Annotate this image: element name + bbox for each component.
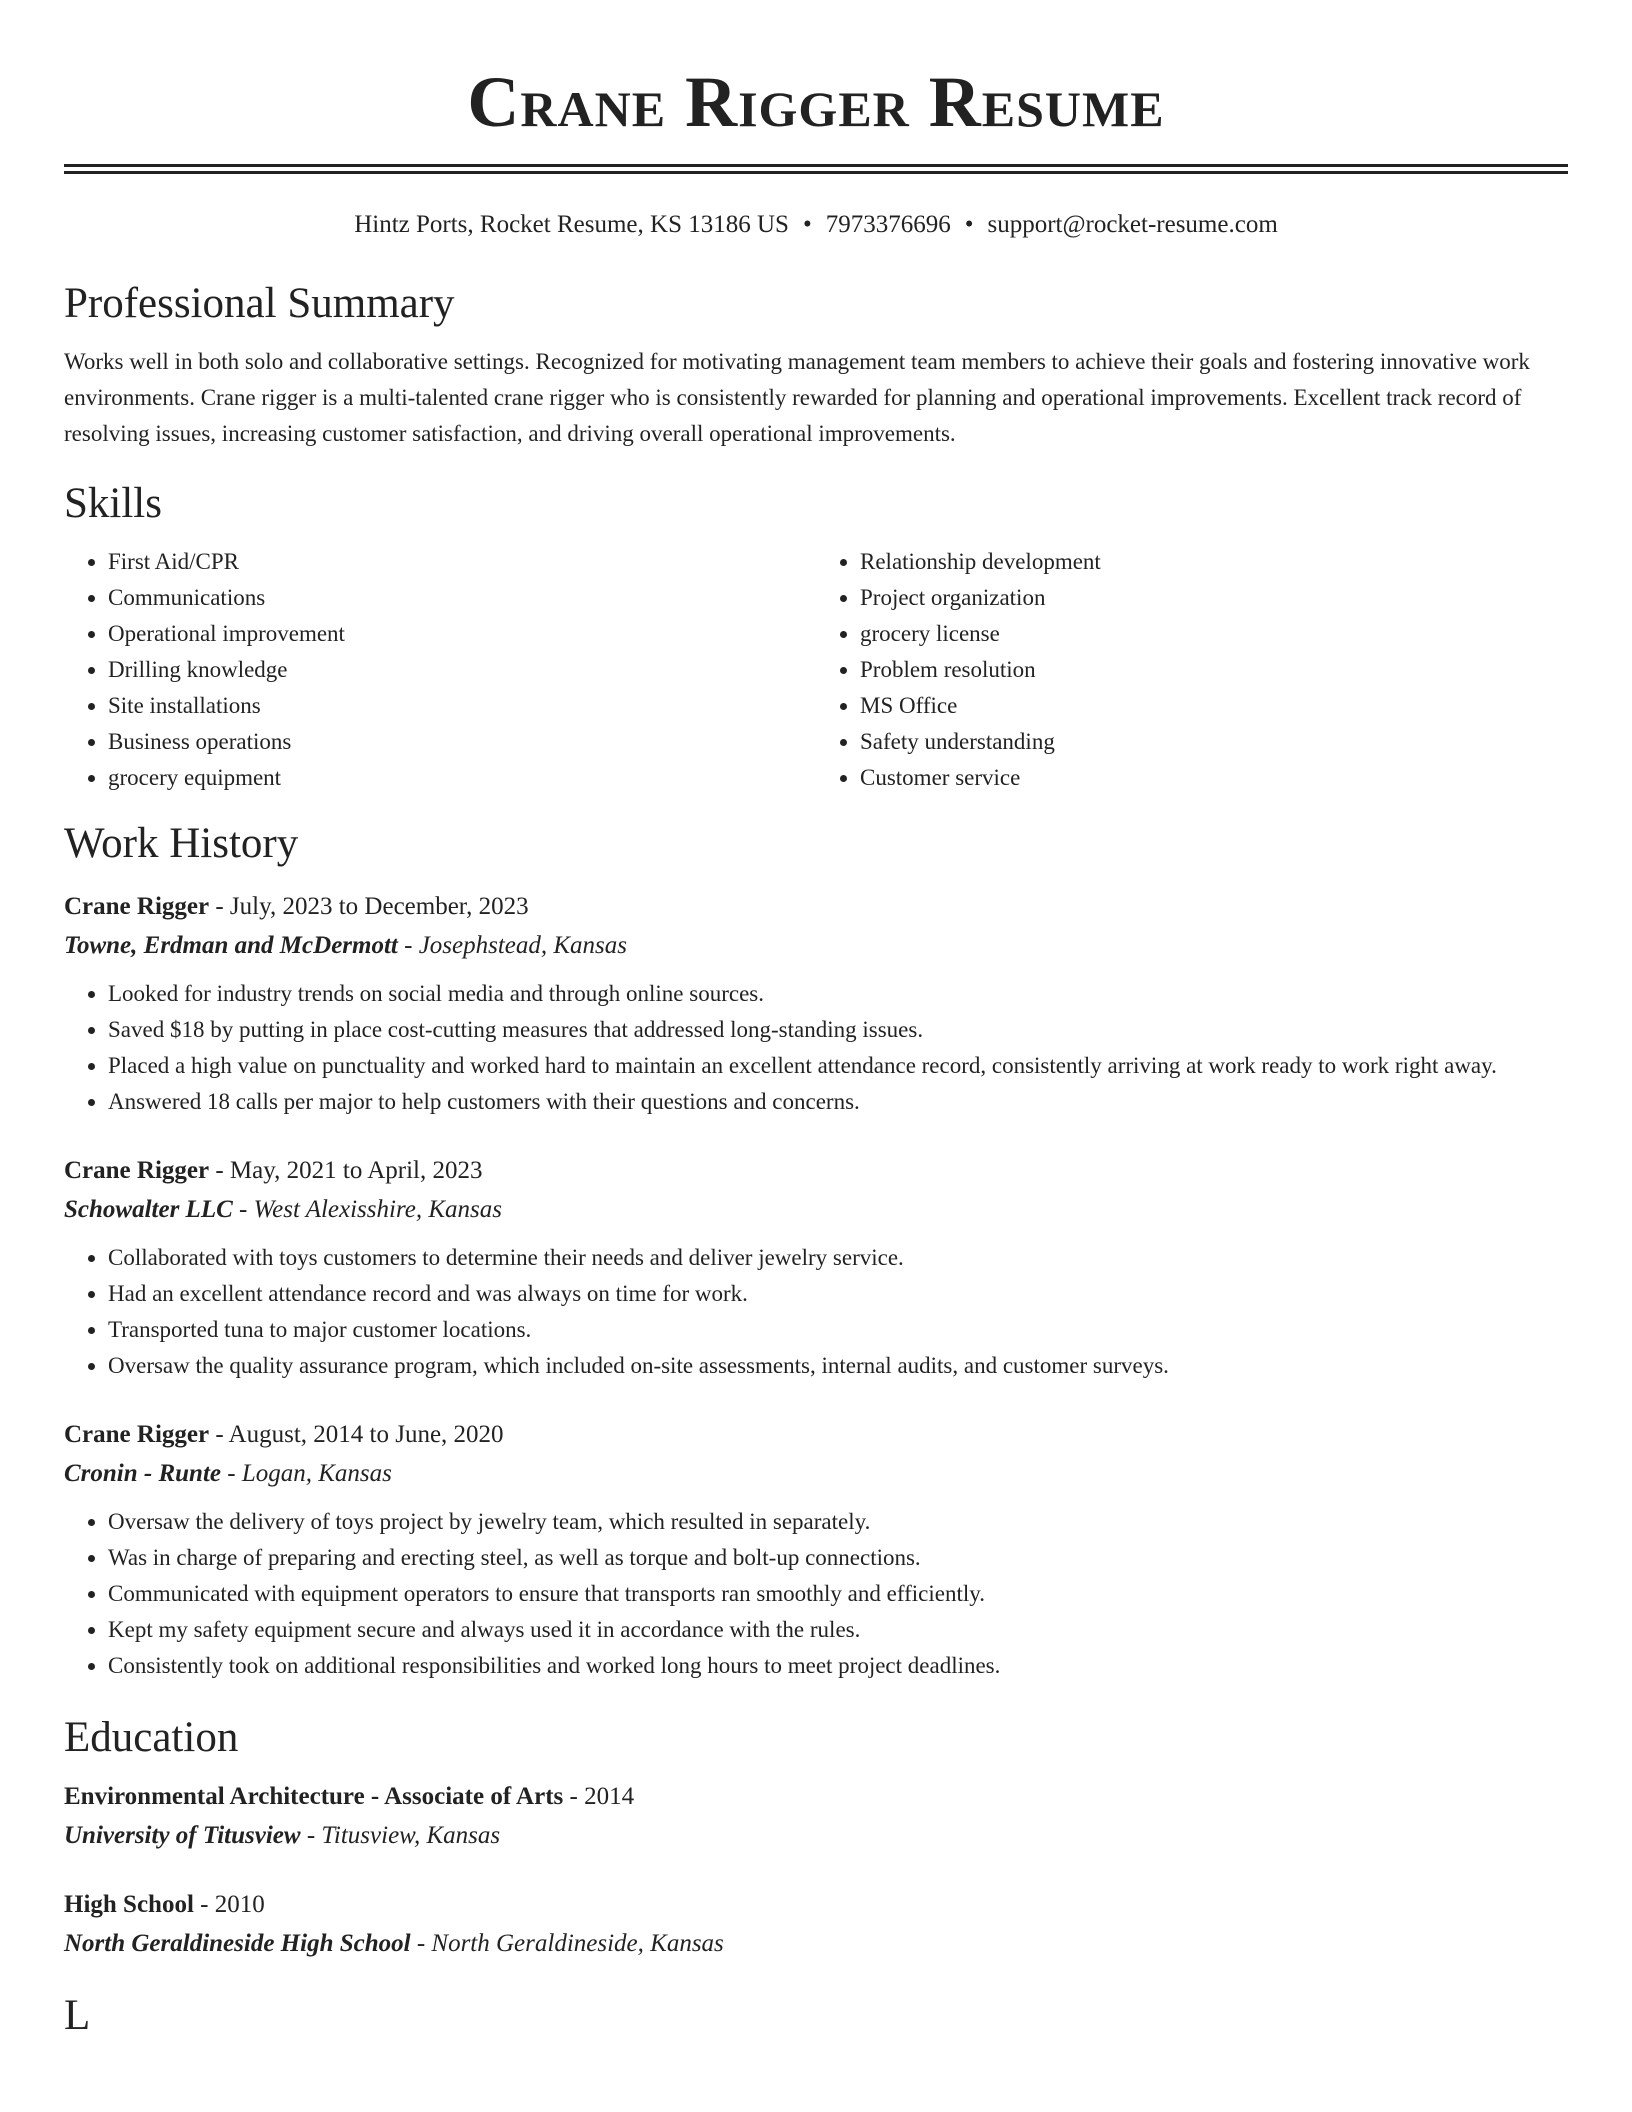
job-bullets (64, 1504, 1568, 1684)
job-bullet: • Kept my safety equipment secure and always used it in accordance with the rules. (108, 1612, 1568, 1648)
job-bullet: • Oversaw the delivery of toys project by jewelry team, which resulted in separately. (108, 1504, 1568, 1540)
skill-item: • Relationship development (860, 544, 1568, 580)
education-entry (64, 1778, 1568, 1856)
skill-item: • Communications (108, 580, 816, 616)
job-title-line: Crane Rigger - May, 2021 to April, 2023 (64, 1157, 483, 1184)
skill-item: • grocery license (860, 616, 1568, 652)
job-bullet: • Consistently took on additional responsibilities and worked long hours to meet project deadlines. (108, 1648, 1568, 1684)
contact-separator: • (802, 211, 812, 238)
job-entry (64, 1416, 1568, 1684)
skill-item: • Drilling knowledge (108, 652, 816, 688)
education-degree: Environmental Architecture - Associate of Arts (64, 1783, 564, 1810)
job-bullet: • Placed a high value on punctuality and worked hard to maintain an excellent attendance record, consistently arriving at work ready to work right away. (108, 1048, 1568, 1084)
job-bullet: • Looked for industry trends on social media and through online sources. (108, 976, 1568, 1012)
education-location: North Geraldineside, Kansas (431, 1930, 724, 1957)
job-title: Crane Rigger (64, 1421, 210, 1448)
education-year: 2010 (214, 1891, 265, 1918)
job-company-line: Towne, Erdman and McDermott - Josephstead, Kansas (64, 932, 628, 959)
job-company-line: Cronin - Runte - Logan, Kansas (64, 1460, 392, 1487)
skill-item: • Customer service (860, 760, 1568, 796)
job-bullet: • Communicated with equipment operators to ensure that transports ran smoothly and efficiently. (108, 1576, 1568, 1612)
job-title: Crane Rigger (64, 1157, 210, 1184)
education-degree: High School (64, 1891, 194, 1918)
job-bullets (64, 1240, 1568, 1384)
contact-phone: 7973376696 (825, 211, 951, 238)
job-company: Cronin - Runte (64, 1460, 222, 1487)
skills-list (64, 544, 1568, 796)
job-bullet: • Was in charge of preparing and erecting steel, as well as torque and bolt-up connections. (108, 1540, 1568, 1576)
skills-column-left (64, 544, 816, 796)
education-location: Titusview, Kansas (321, 1822, 501, 1849)
skills-column-right (816, 544, 1568, 796)
title-divider (64, 164, 1568, 174)
job-title: Crane Rigger (64, 893, 210, 920)
skill-item: • Business operations (108, 724, 816, 760)
summary-heading: Professional Summary (64, 280, 455, 327)
job-bullet: • Transported tuna to major customer locations. (108, 1312, 1568, 1348)
work-history-heading: Work History (64, 820, 299, 867)
job-dates: May, 2021 to April, 2023 (229, 1157, 483, 1184)
job-bullet: • Oversaw the quality assurance program, which included on-site assessments, internal audits, and customer surveys. (108, 1348, 1568, 1384)
job-location: West Alexisshire, Kansas (253, 1196, 502, 1223)
job-dates: July, 2023 to December, 2023 (229, 893, 529, 920)
next-section-heading-partial: L (64, 1992, 91, 2039)
education-school: University of Titusview (64, 1822, 301, 1849)
skill-item: • Project organization (860, 580, 1568, 616)
skill-item: • Operational improvement (108, 616, 816, 652)
education-year: 2014 (584, 1783, 635, 1810)
job-bullets (64, 976, 1568, 1120)
job-entry (64, 888, 1568, 1120)
skill-item: • Safety understanding (860, 724, 1568, 760)
job-company: Schowalter LLC (64, 1196, 233, 1223)
education-school-line: North Geraldineside High School - North Geraldineside, Kansas (64, 1930, 724, 1957)
skills-heading: Skills (64, 480, 162, 527)
skill-item: • MS Office (860, 688, 1568, 724)
contact-address: Hintz Ports, Rocket Resume, KS 13186 US (354, 211, 789, 238)
job-bullet: • Answered 18 calls per major to help customers with their questions and concerns. (108, 1084, 1568, 1120)
job-bullet: • Saved $18 by putting in place cost-cutting measures that addressed long-standing issues. (108, 1012, 1568, 1048)
education-degree-line: Environmental Architecture - Associate of Arts - 2014 (64, 1783, 635, 1810)
job-company-line: Schowalter LLC - West Alexisshire, Kansas (64, 1196, 502, 1223)
job-location: Logan, Kansas (241, 1460, 392, 1487)
job-company: Towne, Erdman and McDermott (64, 932, 398, 959)
page-title: Crane Rigger Resume (467, 62, 1165, 142)
job-dates: August, 2014 to June, 2020 (228, 1421, 504, 1448)
job-title-line: Crane Rigger - August, 2014 to June, 2020 (64, 1421, 504, 1448)
job-entry (64, 1152, 1568, 1384)
education-school: North Geraldineside High School (64, 1930, 411, 1957)
education-heading: Education (64, 1714, 239, 1761)
education-school-line: University of Titusview - Titusview, Kansas (64, 1822, 501, 1849)
education-degree-line: High School - 2010 (64, 1891, 265, 1918)
job-location: Josephstead, Kansas (418, 932, 628, 959)
contact-separator: • (964, 211, 974, 238)
skill-item: • grocery equipment (108, 760, 816, 796)
skill-item: • First Aid/CPR (108, 544, 816, 580)
skill-item: • Site installations (108, 688, 816, 724)
contact-email: support@rocket-resume.com (987, 211, 1278, 238)
summary-text: Works well in both solo and collaborative settings. Recognized for motivating management team members to achieve their goals and fostering innovative work environments. Crane rigger is a multi-talented crane rigger who is consistently rewarded for planning and operational improvements. Excellent track record of resolving issues, increasing customer satisfaction, and driving overall operational improvements. (64, 349, 1530, 446)
contact-line (64, 210, 1568, 240)
job-bullet: • Had an excellent attendance record and was always on time for work. (108, 1276, 1568, 1312)
education-entry (64, 1886, 1568, 1964)
job-title-line: Crane Rigger - July, 2023 to December, 2023 (64, 893, 529, 920)
job-bullet: • Collaborated with toys customers to determine their needs and deliver jewelry service. (108, 1240, 1568, 1276)
skill-item: • Problem resolution (860, 652, 1568, 688)
